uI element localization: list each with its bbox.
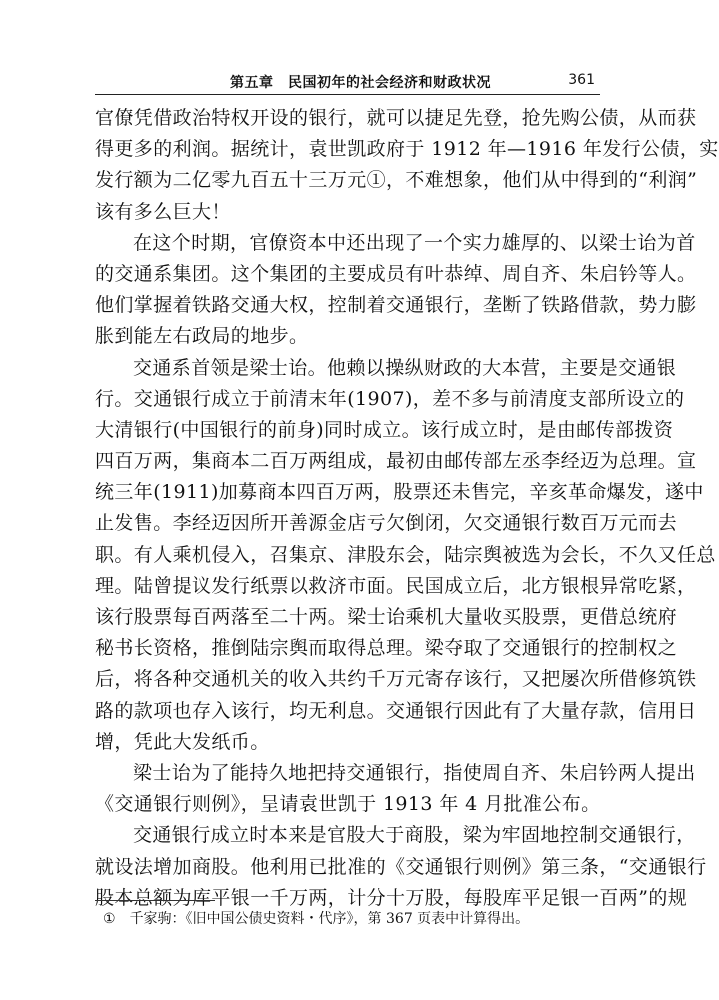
running-header xyxy=(95,72,595,94)
text-line: 增，凭此大发纸币。 xyxy=(95,730,270,753)
text-line: 路的款项也存入该行，均无利息。交通银行因此有了大量存款，信用日 xyxy=(95,699,697,722)
text-line: 四百万两，集商本二百万两组成，最初由邮传部左丞李经迈为总理。宣 xyxy=(95,450,697,473)
header-rule xyxy=(95,94,600,95)
footnote-marker: ① xyxy=(103,911,116,927)
footnote-rule xyxy=(95,900,215,901)
text-line: 他们掌握着铁路交通大权，控制着交通银行，垄断了铁路借款，势力膨 xyxy=(95,294,697,317)
text-line: 理。陆曾提议发行纸票以救济市面。民国成立后，北方银根异常吃紧， xyxy=(95,574,697,597)
text-line: 秘书长资格，推倒陆宗舆而取得总理。梁夺取了交通银行的控制权之 xyxy=(95,637,678,660)
page-number: 361 xyxy=(568,72,595,88)
text-line: 职。有人乘机侵入，召集京、津股东会，陆宗舆被选为会长，不久又任总 xyxy=(95,543,716,566)
text-line: 该有多么巨大！ xyxy=(95,200,231,223)
text-line: 就设法增加商股。他利用已批准的《交通银行则例》第三条，“交通银行 xyxy=(95,855,707,878)
text-line: 的交通系集团。这个集团的主要成员有叶恭绰、周自齐、朱启钤等人。 xyxy=(95,262,697,285)
paragraph-start-line: 交通系首领是梁士诒。他赖以操纵财政的大本营，主要是交通银 xyxy=(133,356,677,379)
text-line: 止发售。李经迈因所开善源金店亏欠倒闭，欠交通银行数百万元而去 xyxy=(95,512,678,535)
chapter-title: 第五章 民国初年的社会经济和财政状况 xyxy=(230,75,491,91)
text-line: 该行股票每百两落至二十两。梁士诒乘机大量收买股票，更借总统府 xyxy=(95,606,678,628)
text-line: 统三年(1911)加募商本四百万两，股票还未售完，辛亥革命爆发，遂中 xyxy=(95,481,704,504)
text-line: 大清银行(中国银行的前身)同时成立。该行成立时，是由邮传部拨资 xyxy=(95,418,674,441)
text-line: 发行额为二亿零九百五十三万元①，不难想象，他们从中得到的“利润” xyxy=(95,169,698,192)
text-line: 《交通银行则例》，呈请袁世凯于 1913 年 4 月批准公布。 xyxy=(95,793,601,816)
paragraph-start-line: 梁士诒为了能持久地把持交通银行，指使周自齐、朱启钤两人提出 xyxy=(133,761,696,784)
paragraph-start-line: 交通银行成立时本来是官股大于商股，梁为牢固地控制交通银行， xyxy=(133,824,696,847)
footnote-text: 千家驹：《旧中国公债史资料・代序》，第 367 页表中计算得出。 xyxy=(129,911,530,927)
text-line: 股本总额为库平银一千万两，计分十万股，每股库平足银一百两”的规 xyxy=(95,886,688,909)
text-line: 胀到能左右政局的地步。 xyxy=(95,325,309,348)
text-line: 行。交通银行成立于前清末年(1907)，差不多与前清度支部所设立的 xyxy=(95,387,685,410)
text-line: 得更多的利润。据统计，袁世凯政府于 1912 年—1916 年发行公债，实 xyxy=(95,138,719,161)
body-text xyxy=(95,103,719,914)
footnote xyxy=(103,909,529,929)
text-line: 官僚凭借政治特权开设的银行，就可以捷足先登，抢先购公债，从而获 xyxy=(95,107,697,129)
text-line: 后，将各种交通机关的收入共约千万元寄存该行，又把屡次所借修筑铁 xyxy=(95,668,697,691)
paragraph-start-line: 在这个时期，官僚资本中还出现了一个实力雄厚的、以梁士诒为首 xyxy=(133,231,696,254)
